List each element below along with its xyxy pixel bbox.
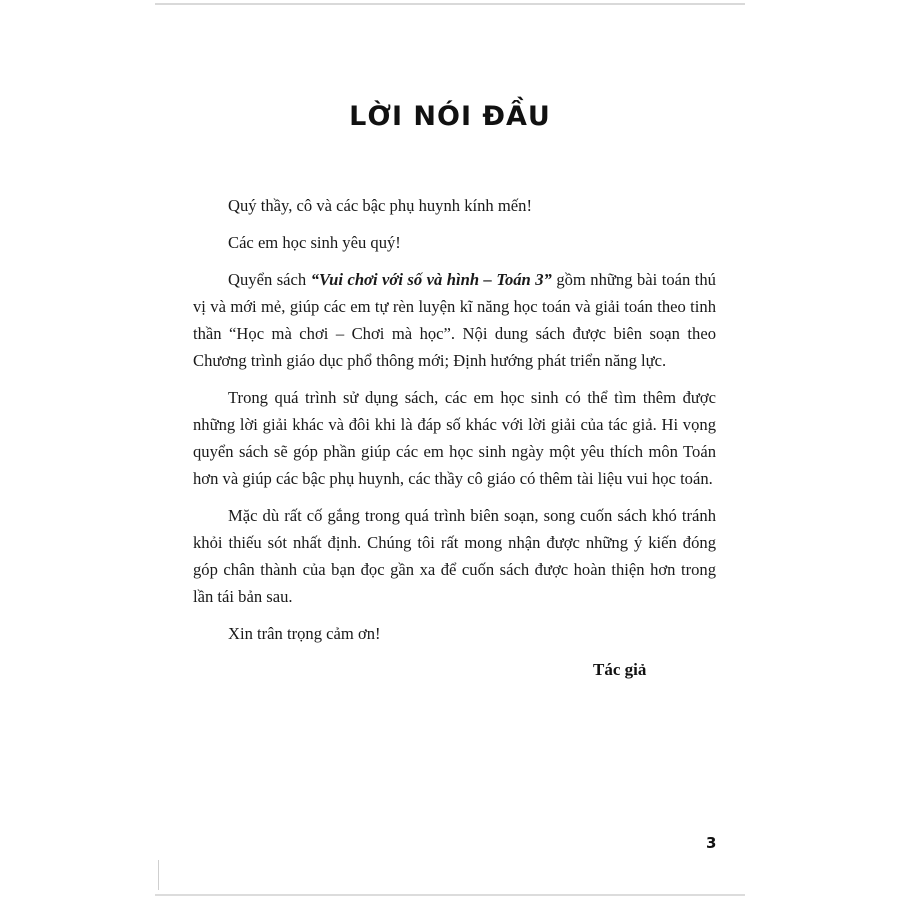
paragraph-feedback: Mặc dù rất cố gắng trong quá trình biên soạn, song cuốn sách khó tránh khỏi thiếu sót nhất định. Chúng tôi rất mong nhận được những ý kiến đóng góp chân thành của bạn đọc gần xa để cuốn sách được hoàn thiện hơn trong lần tái bản sau. [193, 506, 716, 606]
page-title: LỜI NÓI ĐẦU [349, 101, 551, 132]
greeting-students: Các em học sinh yêu quý! [228, 233, 401, 252]
paragraph-usage: Trong quá trình sử dụng sách, các em học sinh có thể tìm thêm được những lời giải khác và đôi khi là đáp số khác với lời giải của tác giả. Hi vọng quyển sách sẽ góp phần giúp các em học sinh ngày một yêu thích môn Toán hơn và giúp các bậc phụ huynh, các thầy cô giáo có thêm tài liệu vui học toán. [193, 388, 716, 488]
page-bottom-edge [155, 894, 745, 896]
greeting-teachers-parents: Quý thầy, cô và các bậc phụ huynh kính mến! [228, 196, 532, 215]
page-top-edge [155, 3, 745, 5]
book-title: “Vui chơi với số và hình – Toán 3” [310, 270, 552, 289]
paragraph-book-intro-lead: Quyển sách [228, 270, 311, 289]
page-left-edge [158, 860, 159, 890]
page-number: 3 [706, 834, 717, 852]
preface-body [193, 192, 716, 647]
paragraph-book-intro-rest: gồm những bài toán thú vị và mới mẻ, giúp các em tự rèn luyện kĩ năng học toán và giải toán theo tinh thần “Học mà chơi – Chơi mà học”. Nội dung sách được biên soạn theo Chương trình giáo dục phổ thông mới; Định hướng phát triển năng lực. [193, 270, 716, 370]
author-signature: Tác giả [593, 660, 647, 679]
paragraph-book-intro [193, 266, 716, 374]
closing-thanks: Xin trân trọng cảm ơn! [228, 624, 381, 643]
